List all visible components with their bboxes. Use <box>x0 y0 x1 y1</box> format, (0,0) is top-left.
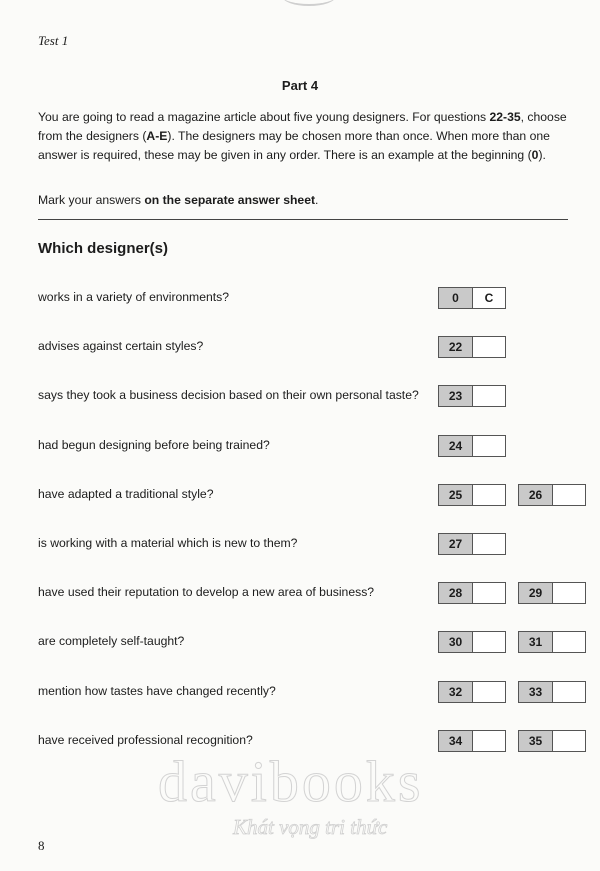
instructions-segment: ). The designers may be chosen more than once. When more than one answer is required, these may be given in any order. There is an example at the beginning ( <box>38 129 550 162</box>
answer-box[interactable] <box>438 582 506 604</box>
question-number: 30 <box>439 632 473 652</box>
question-number: 27 <box>439 534 473 554</box>
mark-instruction <box>38 193 318 207</box>
question-text: have received professional recognition? <box>38 732 253 747</box>
question-text: have used their reputation to develop a new area of business? <box>38 585 375 600</box>
answer-box[interactable] <box>518 484 586 506</box>
question-text: says they took a business decision based on their own personal taste? <box>38 388 419 403</box>
answer-box[interactable] <box>438 484 506 506</box>
question-number: 23 <box>439 386 473 406</box>
question-number: 29 <box>519 583 553 603</box>
instructions-segment: You are going to read a magazine article about five young designers. For questions <box>38 110 490 124</box>
question-number: 33 <box>519 682 553 702</box>
answer-field[interactable] <box>553 731 585 751</box>
answer-field[interactable] <box>473 632 505 652</box>
question-number: 35 <box>519 731 553 751</box>
answer-box[interactable] <box>518 730 586 752</box>
answer-field[interactable] <box>473 386 505 406</box>
answer-box[interactable] <box>518 681 586 703</box>
answer-box[interactable] <box>438 385 506 407</box>
answer-field[interactable] <box>553 485 585 505</box>
question-number: 32 <box>439 682 473 702</box>
instructions <box>38 108 568 165</box>
mark-suffix: . <box>315 193 319 207</box>
answer-field[interactable] <box>473 485 505 505</box>
mark-bold: on the separate answer sheet <box>144 193 316 207</box>
instructions-segment: A-E <box>146 129 168 143</box>
answer-box[interactable] <box>518 582 586 604</box>
answer-box[interactable] <box>438 435 506 457</box>
answer-field[interactable]: C <box>484 291 494 305</box>
answer-box[interactable] <box>438 681 506 703</box>
question-number: 24 <box>439 436 473 456</box>
question-text: is working with a material which is new to them? <box>38 536 298 550</box>
question-number: 25 <box>439 485 473 505</box>
instructions-segment: 22-35 <box>489 110 521 124</box>
question-number: 26 <box>519 485 553 505</box>
instructions-segment: 0 <box>531 148 539 162</box>
answer-field[interactable] <box>473 583 505 603</box>
answer-field[interactable] <box>473 731 505 751</box>
question-number: 22 <box>439 337 473 357</box>
part-title: Part 4 <box>281 78 319 93</box>
question-text: works in a variety of environments? <box>38 290 230 304</box>
answer-field[interactable] <box>473 682 505 702</box>
watermark-brand: davibooks <box>158 749 424 814</box>
answer-box[interactable] <box>518 631 586 653</box>
instructions-segment: ). <box>538 148 546 162</box>
answer-box[interactable] <box>438 287 506 309</box>
test-label: Test 1 <box>38 33 69 48</box>
answer-field[interactable] <box>473 436 505 456</box>
answer-field[interactable] <box>553 583 585 603</box>
page-number: 8 <box>38 838 45 853</box>
mark-prefix: Mark your answers <box>38 193 145 207</box>
answer-field[interactable] <box>553 682 585 702</box>
top-arc-decoration <box>282 0 336 6</box>
answer-box[interactable] <box>438 533 506 555</box>
question-number: 0 <box>439 288 473 308</box>
question-number: 31 <box>519 632 553 652</box>
question-number: 34 <box>439 731 473 751</box>
answer-field[interactable] <box>473 337 505 357</box>
question-text: have adapted a traditional style? <box>38 486 214 501</box>
answer-box[interactable] <box>438 336 506 358</box>
instructions-segment: , choose from the designers ( <box>38 110 567 143</box>
question-text: had begun designing before being trained? <box>38 437 270 452</box>
answer-box[interactable] <box>438 631 506 653</box>
answer-field[interactable] <box>473 534 505 554</box>
section-title: Which designer(s) <box>38 240 169 257</box>
answer-box[interactable] <box>438 730 506 752</box>
watermark-tagline: Khát vọng tri thức <box>233 815 388 839</box>
answer-field[interactable] <box>553 632 585 652</box>
instructions-text <box>38 108 568 165</box>
question-number: 28 <box>439 583 473 603</box>
question-text: mention how tastes have changed recently? <box>38 683 276 698</box>
divider <box>38 219 568 220</box>
question-text: advises against certain styles? <box>38 339 204 354</box>
question-text: are completely self-taught? <box>38 634 185 649</box>
